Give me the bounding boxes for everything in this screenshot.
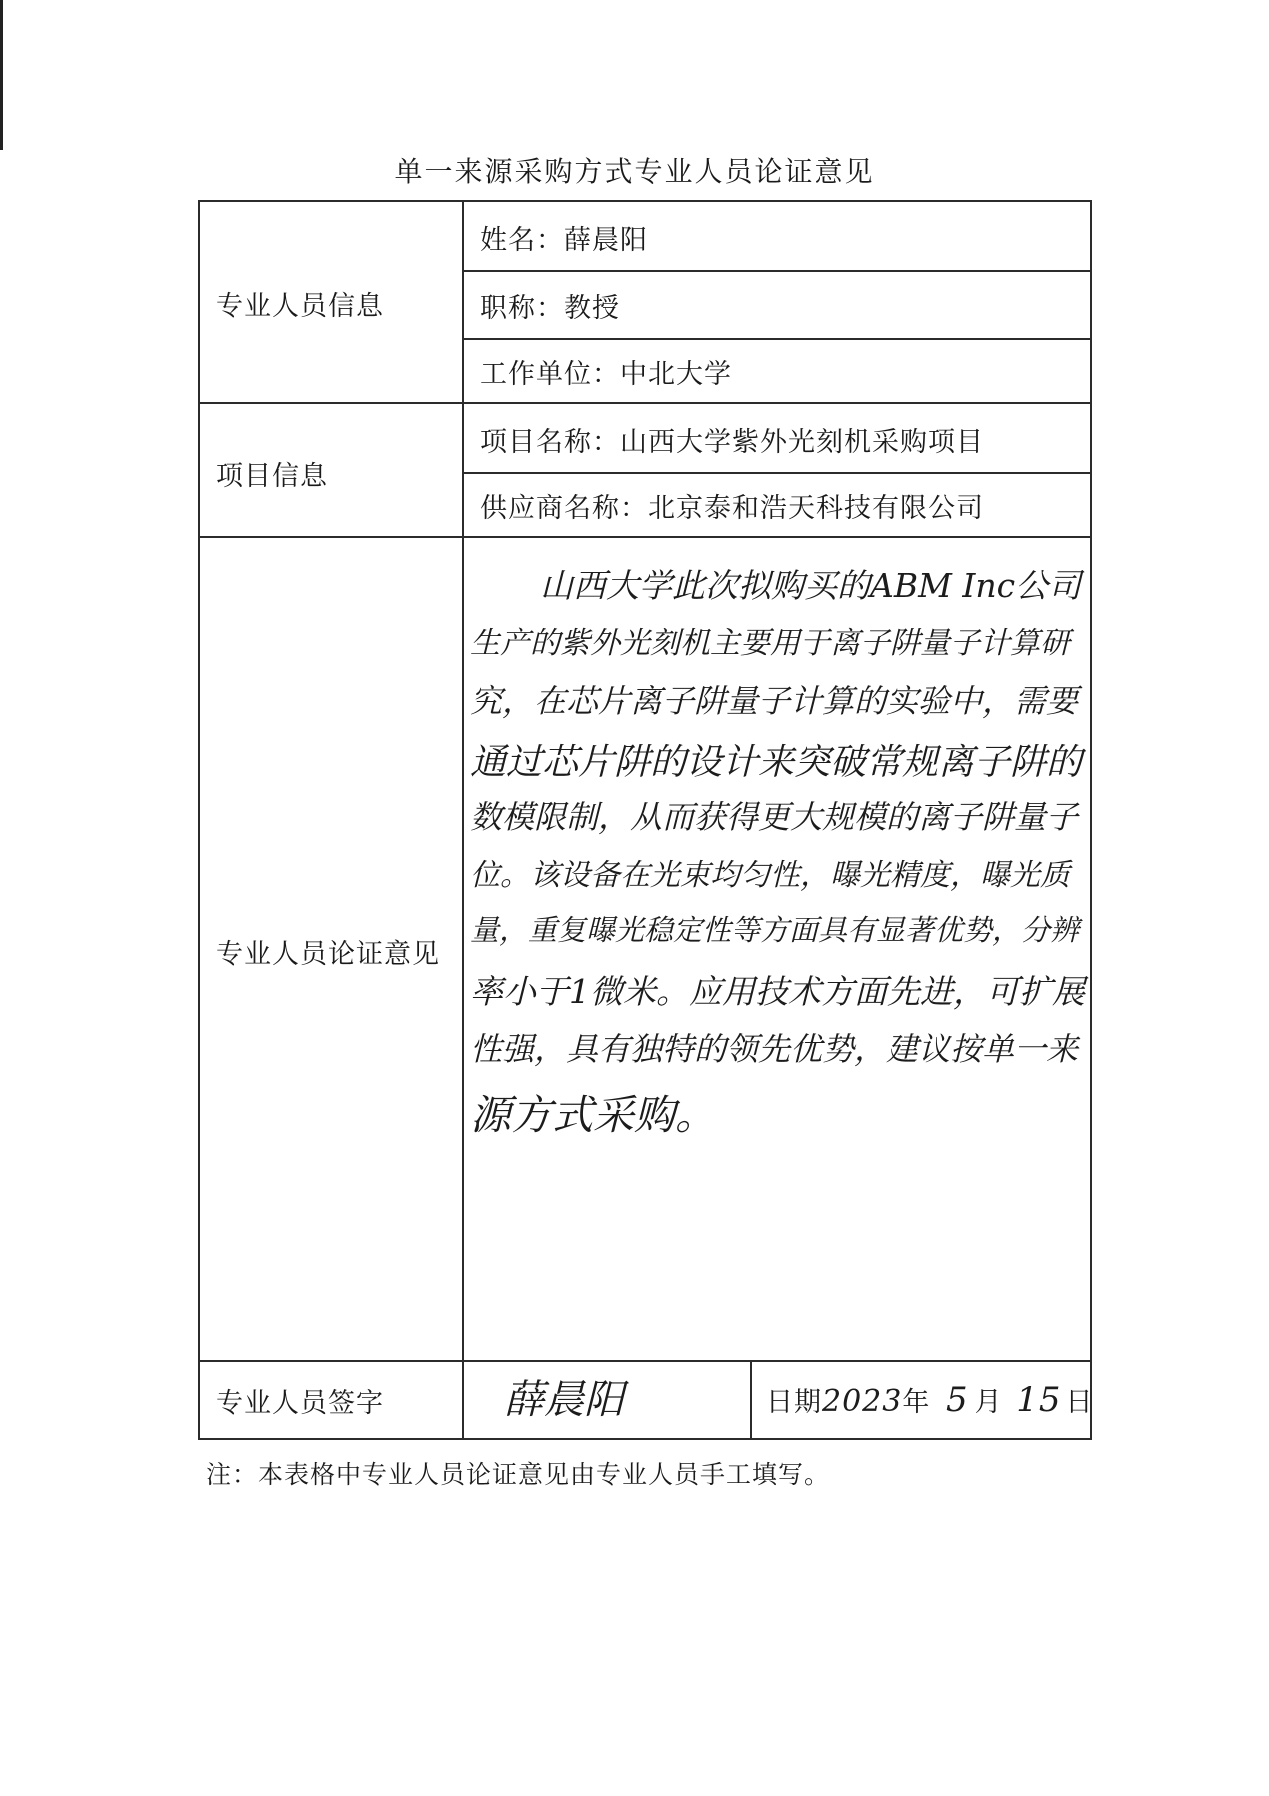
- expert-info-label: 专业人员信息: [216, 291, 384, 322]
- row-divider-project: [462, 472, 1092, 474]
- document-title: 单一来源采购方式专业人员论证意见: [394, 155, 875, 188]
- table-border-top: [198, 200, 1092, 202]
- supplier-name-field: 供应商名称：北京泰和浩天科技有限公司: [480, 493, 984, 524]
- opinion-line: 生产的紫外光刻机主要用于离子阱量子计算研: [470, 626, 1070, 661]
- expert-name-field: 姓名：薛晨阳: [480, 225, 648, 256]
- expert-title-field: 职称：教授: [480, 293, 620, 324]
- expert-employer-field: 工作单位：中北大学: [480, 359, 732, 390]
- section-divider-project: [198, 536, 1092, 538]
- project-info-label: 项目信息: [216, 461, 328, 492]
- handwritten-signature: 薛晨阳: [504, 1377, 624, 1423]
- table-border-right: [1090, 200, 1092, 1440]
- table-border-bottom: [198, 1438, 1092, 1440]
- table-border-left: [198, 200, 200, 1440]
- date-year: 2023: [822, 1384, 903, 1419]
- section-divider-expert: [198, 402, 1092, 404]
- footnote: 注：本表格中专业人员论证意见由专业人员手工填写。: [206, 1460, 831, 1489]
- date-month-suffix: 月: [974, 1387, 1003, 1418]
- column-divider: [462, 200, 464, 1440]
- opinion-line: 通过芯片阱的设计来突破常规离子阱的: [470, 742, 1083, 783]
- signature-date: [766, 1380, 1093, 1420]
- opinion-line: 性强，具有独特的领先优势，建议按单一来: [470, 1030, 1079, 1068]
- section-divider-opinion: [198, 1360, 1092, 1362]
- signature-date-divider: [750, 1360, 752, 1440]
- opinion-line: 山西大学此次拟购买的ABM Inc公司: [540, 566, 1082, 605]
- date-prefix: 日期: [766, 1387, 822, 1418]
- opinion-line: 位。该设备在光束均匀性，曝光精度，曝光质: [470, 858, 1070, 893]
- project-name-field: 项目名称：山西大学紫外光刻机采购项目: [480, 427, 984, 458]
- date-year-suffix: 年: [902, 1387, 931, 1418]
- date-day: 15: [1016, 1380, 1062, 1420]
- date-day-suffix: 日: [1065, 1387, 1094, 1418]
- scan-edge-mark: [0, 0, 3, 150]
- signature-label: 专业人员签字: [216, 1388, 384, 1419]
- row-divider-title: [462, 338, 1092, 340]
- opinion-line: 数模限制，从而获得更大规模的离子阱量子: [470, 798, 1079, 836]
- date-month: 5: [945, 1380, 969, 1420]
- opinion-line: 率小于1微米。应用技术方面先进，可扩展: [470, 972, 1085, 1011]
- opinion-line: 源方式采购。: [470, 1091, 716, 1139]
- opinion-line: 究，在芯片离子阱量子计算的实验中，需要: [470, 682, 1079, 720]
- opinion-label: 专业人员论证意见: [216, 939, 440, 970]
- row-divider-name: [462, 270, 1092, 272]
- opinion-line: 量，重复曝光稳定性等方面具有显著优势，分辨: [470, 913, 1080, 947]
